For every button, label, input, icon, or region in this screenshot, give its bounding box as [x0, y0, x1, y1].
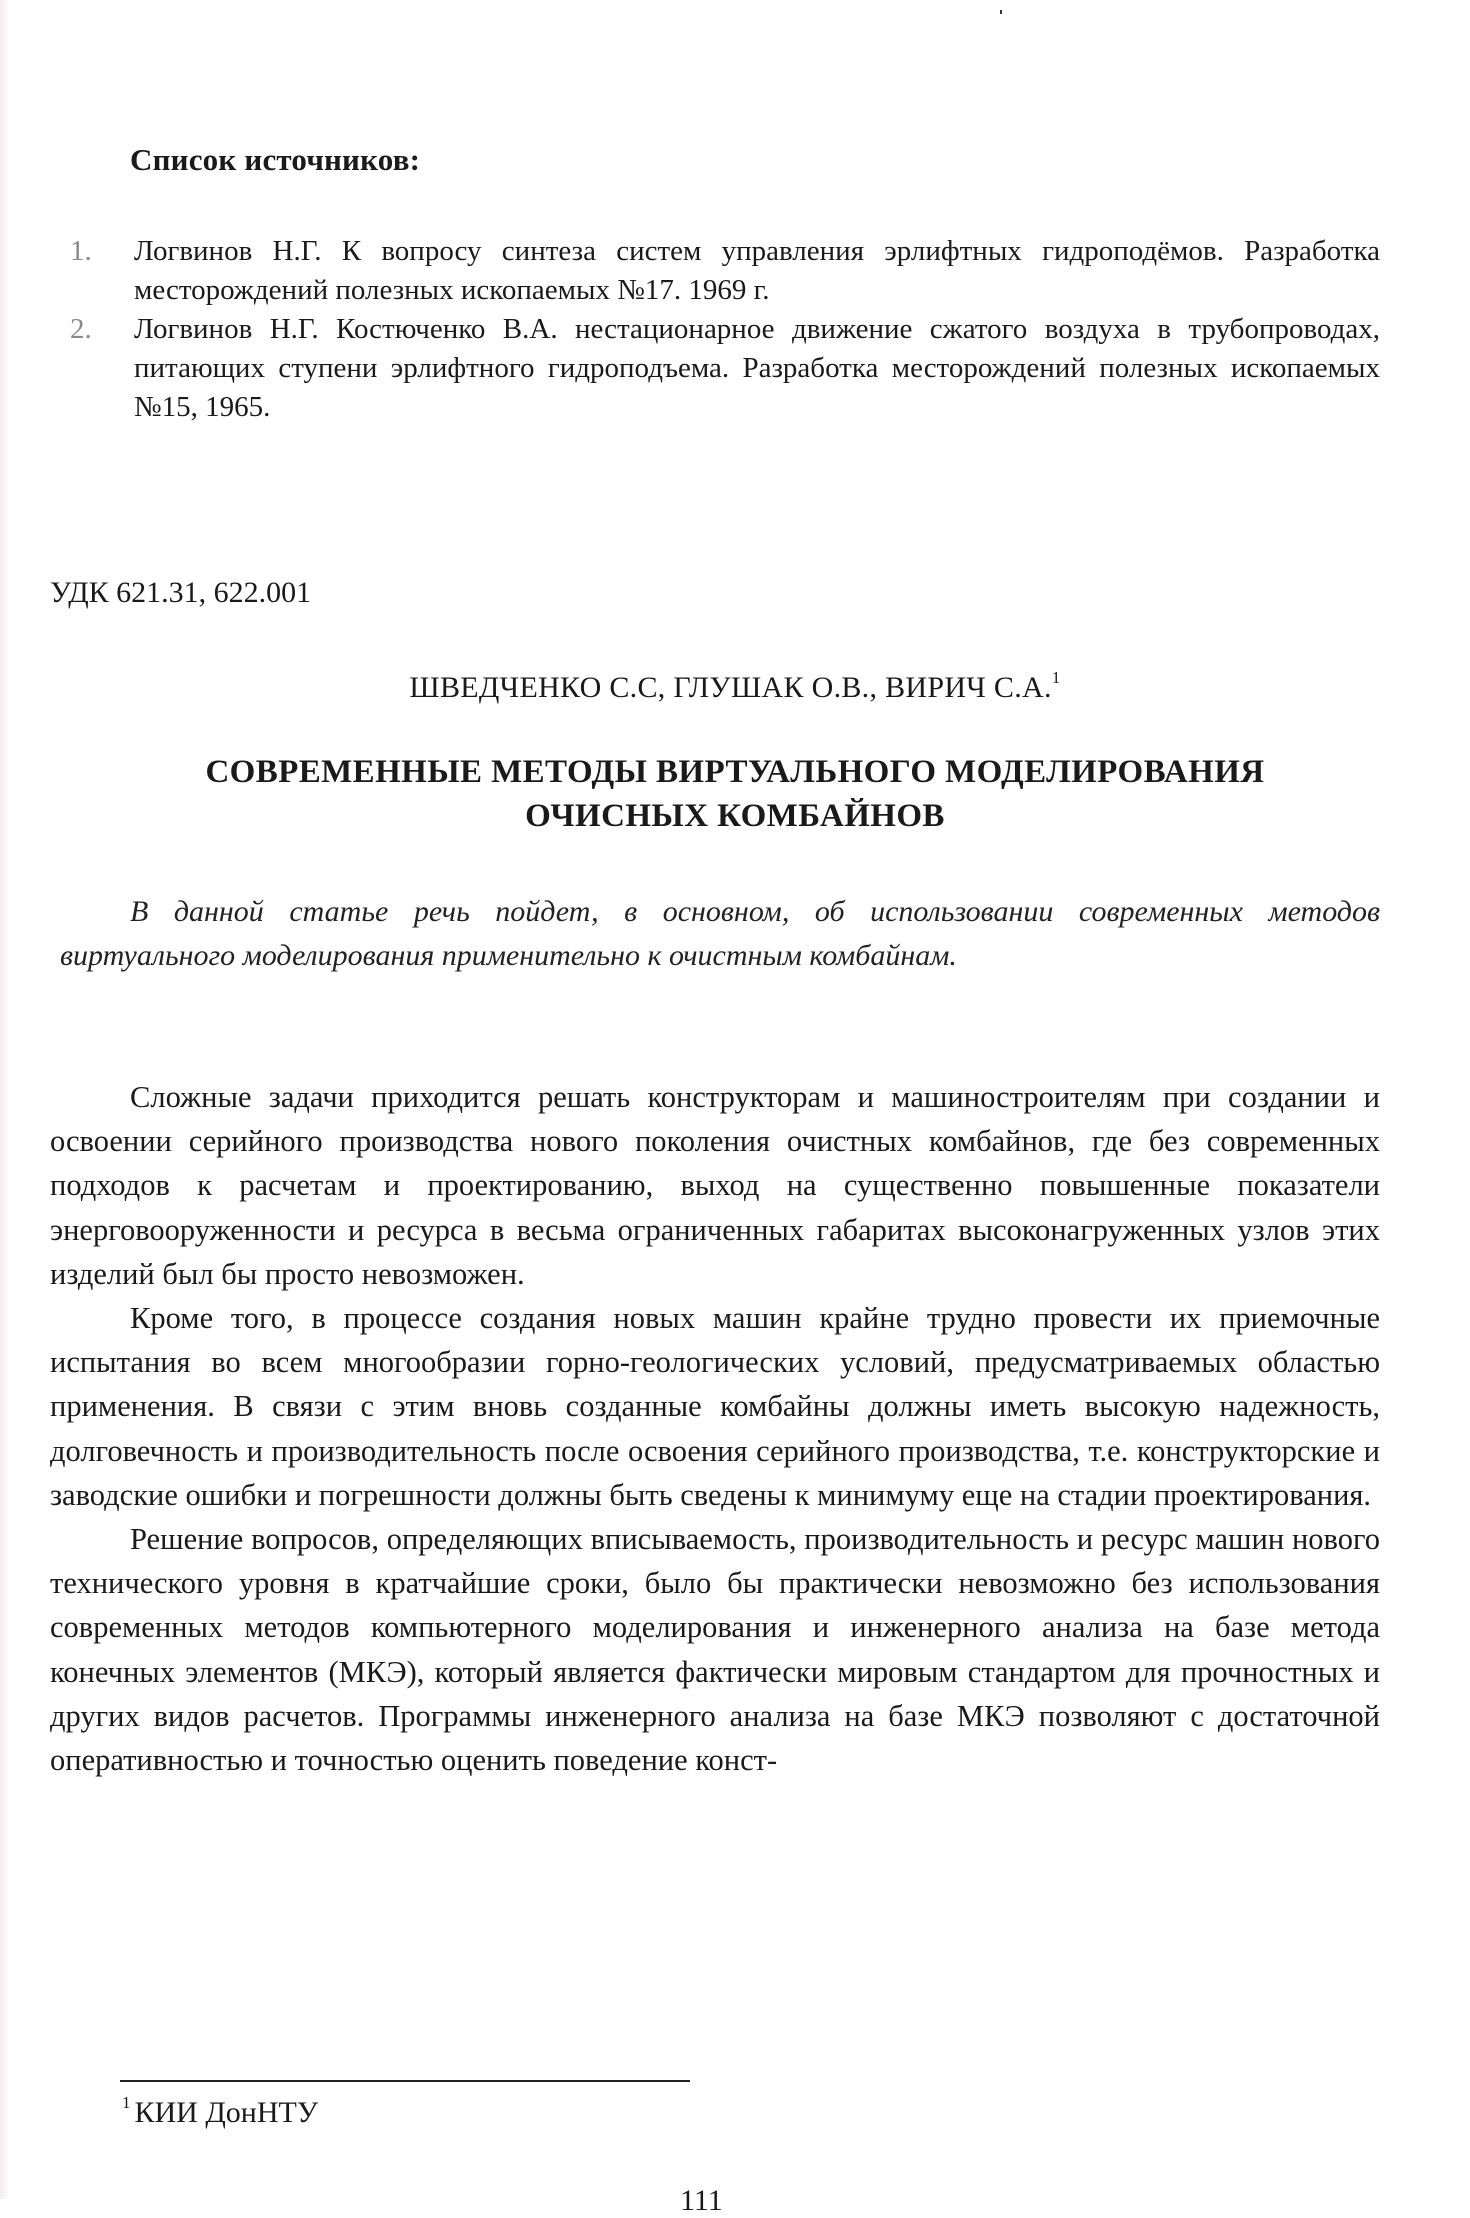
authors-text: ШВЕДЧЕНКО С.С, ГЛУШАК О.В., ВИРИЧ С.А. [409, 671, 1052, 704]
references-heading: Список источников: [130, 142, 421, 177]
reference-text: Логвинов Н.Г. К вопросу синтеза систем управления эрлифтных гидроподёмов. Разработка месторождений полезных ископаемых №17. 1969 г. [134, 235, 1380, 306]
udc-code: УДК 621.31, 622.001 [50, 576, 312, 609]
article-abstract: В данной статье речь пойдет, в основном, об использовании современных методов виртуального моделирования применительно к очистным комбайнам. [60, 895, 1380, 972]
footnote-mark: 1 [122, 2093, 131, 2112]
body-paragraph: Сложные задачи приходится решать конструкторам и машиностроителям при создании и освоении серийного производства нового поколения очистных комбайнов, где без современных подходов к расчетам и проектированию, выход на существенно повышенные показатели энерговооруженности и ресурса в весьма ограниченных габаритах высоконагруженных узлов этих изделий был бы просто невозможен. [50, 1080, 1380, 1291]
footnote-mark: 1 [1051, 668, 1061, 687]
body-paragraph: Решение вопросов, определяющих вписываемость, производительность и ресурс машин нового технического уровня в кратчайшие сроки, было бы практически невозможно без использования современных методов компьютерного моделирования и инженерного анализа на базе метода конечных элементов (МКЭ), который является фактически мировым стандартом для прочностных и других видов расчетов. Программы инженерного анализа на базе МКЭ позволяют с достаточной оперативностью и точностью оценить поведение конст- [50, 1522, 1380, 1778]
references-list [70, 232, 1380, 427]
title-line: СОВРЕМЕННЫЕ МЕТОДЫ ВИРТУАЛЬНОГО МОДЕЛИРОВАНИЯ [205, 754, 1265, 790]
article-body [50, 1075, 1380, 1782]
reference-text: Логвинов Н.Г. Костюченко В.А. нестационарное движение сжатого воздуха в трубопроводах, питающих ступени эрлифтного гидроподъема. Разработка месторождений полезных ископаемых №15, 1965. [134, 313, 1380, 423]
footnote-text: КИИ ДонНТУ [134, 2096, 319, 2129]
article-authors [130, 668, 1340, 705]
footnote [122, 2093, 318, 2130]
scan-edge-shadow [0, 0, 8, 2199]
reference-number: 1. [70, 235, 92, 267]
article-title [80, 750, 1390, 838]
reference-item [70, 232, 1380, 310]
body-paragraph: Кроме того, в процессе создания новых машин крайне трудно провести их приемочные испытания во всем многообразии горно-геологических условий, предусматриваемых областью применения. В связи с этим вновь созданные комбайны должны иметь высокую надежность, долговечность и производительность после освоения серийного производства, т.е. конструкторские и заводские ошибки и погрешности должны быть сведены к минимуму еще на стадии проектирования. [50, 1301, 1380, 1512]
reference-number: 2. [70, 313, 92, 345]
footnote-divider [120, 2080, 690, 2082]
scan-speck [1000, 10, 1002, 14]
reference-item [70, 310, 1380, 427]
page-number: 111 [680, 2184, 723, 2217]
title-line: ОЧИСНЫХ КОМБАЙНОВ [525, 798, 945, 834]
